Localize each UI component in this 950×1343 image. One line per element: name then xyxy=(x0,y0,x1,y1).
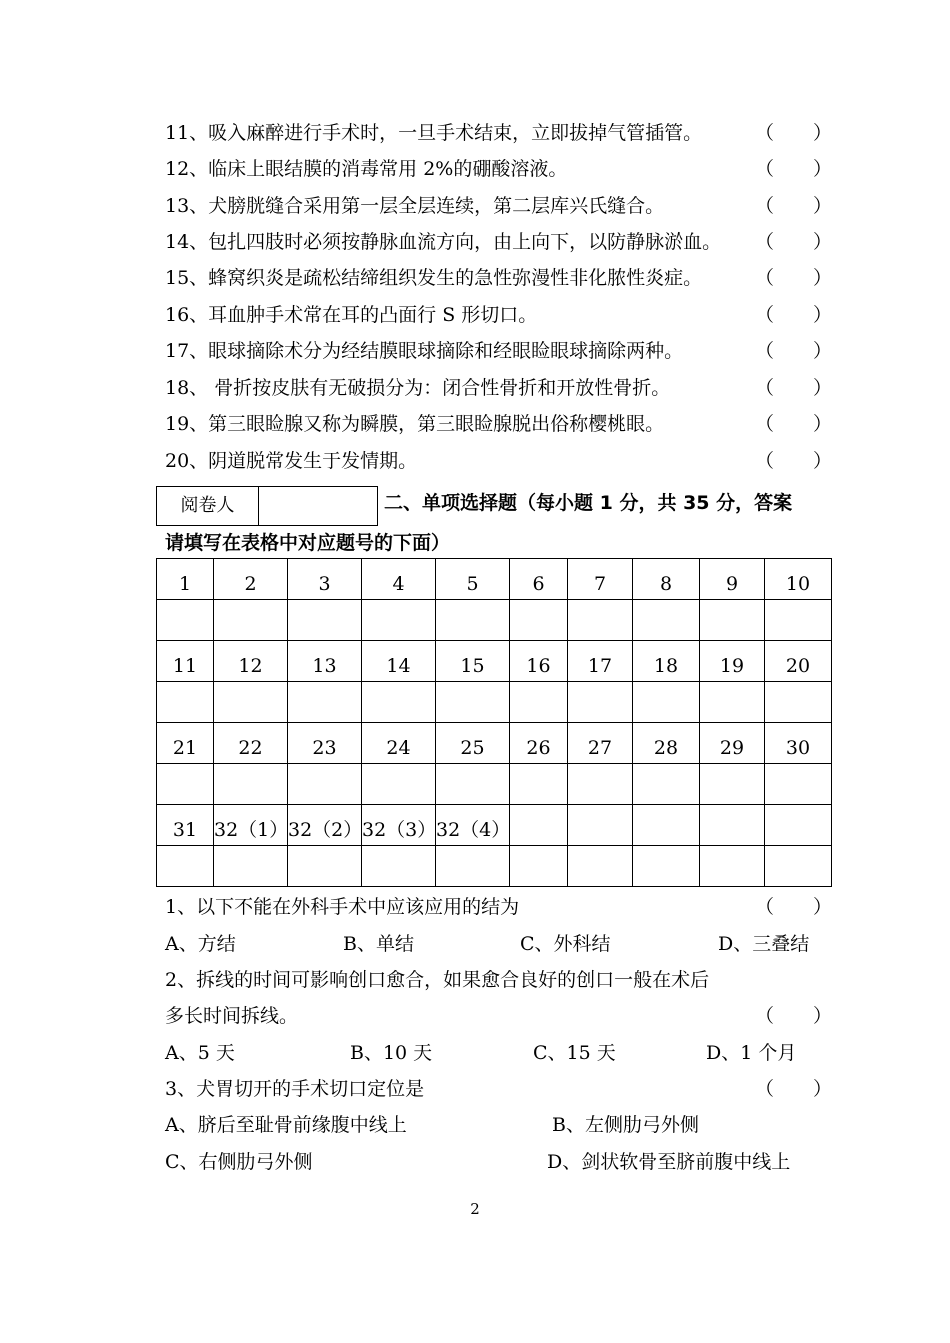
judgement-item-20 xyxy=(165,444,833,478)
answer-cell[interactable] xyxy=(633,682,700,723)
answer-paren-open: （ xyxy=(755,450,775,472)
question-1-stem: 1、以下不能在外科手术中应该应用的结为 xyxy=(165,896,520,918)
question-number-cell: 27 xyxy=(568,723,633,764)
answer-cell[interactable] xyxy=(157,600,214,641)
judgement-item-14 xyxy=(165,225,833,259)
judgement-item-15 xyxy=(165,261,833,295)
question-number-cell: 3 xyxy=(288,559,362,600)
question-number-cell: 26 xyxy=(510,723,568,764)
answer-cell[interactable] xyxy=(765,600,832,641)
question-3-stem-line xyxy=(165,1072,833,1106)
question-number-cell: 18 xyxy=(633,641,700,682)
answer-cell[interactable] xyxy=(765,846,832,887)
answer-cell[interactable] xyxy=(510,846,568,887)
question-number-cell: 32（4） xyxy=(436,805,510,846)
question-number-cell: 2 xyxy=(214,559,288,600)
question-number-cell: 5 xyxy=(436,559,510,600)
answer-cell[interactable] xyxy=(568,764,633,805)
option-b[interactable]: B、10 天 xyxy=(350,1042,433,1064)
answer-cell[interactable] xyxy=(214,682,288,723)
judgement-item-text: 20、阴道脱常发生于发情期。 xyxy=(165,450,418,472)
question-3-options-row-1 xyxy=(165,1108,830,1142)
question-number-cell: 12 xyxy=(214,641,288,682)
answer-cell[interactable] xyxy=(765,682,832,723)
question-number-cell: 32（2） xyxy=(288,805,362,846)
judgement-item-19 xyxy=(165,407,833,441)
answer-paren-close: ） xyxy=(813,340,833,362)
grader-signature-field[interactable] xyxy=(259,487,377,525)
answer-paren-close: ） xyxy=(813,896,833,918)
answer-cell[interactable] xyxy=(510,600,568,641)
option-b[interactable]: B、左侧肋弓外侧 xyxy=(552,1114,699,1136)
option-a[interactable]: A、5 天 xyxy=(165,1042,235,1064)
answer-cell[interactable] xyxy=(362,682,436,723)
judgement-item-text: 17、眼球摘除术分为经结膜眼球摘除和经眼睑眼球摘除两种。 xyxy=(165,340,684,362)
option-d[interactable]: D、剑状软骨至脐前腹中线上 xyxy=(547,1151,791,1173)
question-number-cell: 25 xyxy=(436,723,510,764)
question-2-stem-line-1 xyxy=(165,963,825,997)
question-number-cell: 15 xyxy=(436,641,510,682)
answer-cell[interactable] xyxy=(568,682,633,723)
question-2-stem: 2、拆线的时间可影响创口愈合，如果愈合良好的创口一般在术后 xyxy=(165,969,710,991)
option-c[interactable]: C、15 天 xyxy=(533,1042,616,1064)
answer-row xyxy=(157,846,832,887)
answer-cell[interactable] xyxy=(288,600,362,641)
question-3-stem: 3、犬胃切开的手术切口定位是 xyxy=(165,1078,425,1100)
question-number-cell: 1 xyxy=(157,559,214,600)
question-number-cell: 9 xyxy=(700,559,765,600)
judgement-item-13 xyxy=(165,189,833,223)
option-c[interactable]: C、右侧肋弓外侧 xyxy=(165,1151,313,1173)
question-2-stem-continued: 多长时间拆线。 xyxy=(165,1005,299,1027)
judgement-item-text: 19、第三眼睑腺又称为瞬膜，第三眼睑腺脱出俗称樱桃眼。 xyxy=(165,413,665,435)
answer-cell[interactable] xyxy=(510,682,568,723)
answer-cell[interactable] xyxy=(633,600,700,641)
question-number-cell: 7 xyxy=(568,559,633,600)
answer-paren-open: （ xyxy=(755,377,775,399)
answer-paren-open: （ xyxy=(755,340,775,362)
answer-table xyxy=(156,558,832,887)
option-a[interactable]: A、脐后至耻骨前缘腹中线上 xyxy=(165,1114,407,1136)
answer-paren-open: （ xyxy=(755,158,775,180)
question-number-cell: 29 xyxy=(700,723,765,764)
answer-cell[interactable] xyxy=(214,600,288,641)
answer-paren-close: ） xyxy=(813,1005,833,1027)
judgement-item-text: 11、吸入麻醉进行手术时，一旦手术结束，立即拔掉气管插管。 xyxy=(165,122,703,144)
question-number-row xyxy=(157,723,832,764)
question-number-cell xyxy=(568,805,633,846)
question-number-cell: 16 xyxy=(510,641,568,682)
answer-row xyxy=(157,600,832,641)
answer-cell[interactable] xyxy=(436,846,510,887)
judgement-item-17 xyxy=(165,334,833,368)
answer-paren-close: ） xyxy=(813,304,833,326)
judgement-item-text: 12、临床上眼结膜的消毒常用 2%的硼酸溶液。 xyxy=(165,158,568,180)
answer-cell[interactable] xyxy=(214,846,288,887)
question-number-cell: 10 xyxy=(765,559,832,600)
answer-paren-open: （ xyxy=(755,304,775,326)
question-number-row xyxy=(157,641,832,682)
judgement-item-text: 18、 骨折按皮肤有无破损分为：闭合性骨折和开放性骨折。 xyxy=(165,377,671,399)
answer-paren-close: ） xyxy=(813,267,833,289)
answer-row xyxy=(157,682,832,723)
question-number-cell: 32（1） xyxy=(214,805,288,846)
answer-row xyxy=(157,764,832,805)
judgement-item-16 xyxy=(165,298,833,332)
answer-cell[interactable] xyxy=(436,764,510,805)
option-a[interactable]: A、方结 xyxy=(165,933,236,955)
question-number-cell: 31 xyxy=(157,805,214,846)
answer-paren-open: （ xyxy=(755,413,775,435)
question-number-cell: 4 xyxy=(362,559,436,600)
judgement-item-11 xyxy=(165,116,833,150)
question-1-stem-line xyxy=(165,890,833,924)
question-number-cell: 32（3） xyxy=(362,805,436,846)
question-number-cell: 13 xyxy=(288,641,362,682)
section-2-title: 二、单项选择题（每小题 1 分，共 35 分，答案 xyxy=(384,492,793,514)
grader-label: 阅卷人 xyxy=(157,487,259,525)
judgement-item-12 xyxy=(165,152,833,186)
question-number-cell: 24 xyxy=(362,723,436,764)
judgement-item-text: 14、包扎四肢时必须按静脉血流方向，由上向下，以防静脉淤血。 xyxy=(165,231,722,253)
question-number-row xyxy=(157,805,832,846)
question-number-cell: 6 xyxy=(510,559,568,600)
question-number-cell xyxy=(700,805,765,846)
grader-box xyxy=(156,486,378,526)
answer-paren-open: （ xyxy=(755,225,774,259)
answer-paren-open: （ xyxy=(755,195,775,217)
answer-cell[interactable] xyxy=(362,846,436,887)
answer-cell[interactable] xyxy=(288,682,362,723)
question-number-cell: 14 xyxy=(362,641,436,682)
question-2-options xyxy=(165,1036,830,1070)
answer-paren-open: （ xyxy=(755,896,775,918)
section-2-header xyxy=(156,486,826,528)
question-3-options-row-2 xyxy=(165,1145,830,1179)
answer-cell[interactable] xyxy=(700,764,765,805)
page-number: 2 xyxy=(470,1200,480,1218)
answer-paren-close: ） xyxy=(813,450,833,472)
answer-paren-open: （ xyxy=(755,261,774,295)
answer-paren-close: ） xyxy=(813,122,833,144)
answer-paren-close: ） xyxy=(813,195,833,217)
judgement-item-18 xyxy=(165,371,833,405)
option-d[interactable]: D、1 个月 xyxy=(706,1042,797,1064)
answer-paren-close: ） xyxy=(813,377,833,399)
answer-paren-open: （ xyxy=(755,1078,775,1100)
question-2-stem-line-2 xyxy=(165,999,833,1033)
question-number-cell: 30 xyxy=(765,723,832,764)
section-2-title-continued: 请填写在表格中对应题号的下面） xyxy=(165,532,451,554)
answer-cell[interactable] xyxy=(288,764,362,805)
judgement-item-text: 16、耳血肿手术常在耳的凸面行 S 形切口。 xyxy=(165,304,538,326)
answer-paren-open: （ xyxy=(755,122,775,144)
answer-paren-open: （ xyxy=(755,1005,775,1027)
question-number-cell xyxy=(633,805,700,846)
question-number-cell: 23 xyxy=(288,723,362,764)
judgement-item-text: 15、蜂窝织炎是疏松结缔组织发生的急性弥漫性非化脓性炎症。 xyxy=(165,267,703,289)
answer-cell[interactable] xyxy=(633,764,700,805)
answer-paren-close: ） xyxy=(813,413,833,435)
answer-cell[interactable] xyxy=(765,764,832,805)
answer-paren-close: ） xyxy=(813,158,833,180)
answer-cell[interactable] xyxy=(157,846,214,887)
answer-cell[interactable] xyxy=(362,600,436,641)
answer-paren-close: ） xyxy=(813,1078,833,1100)
answer-cell[interactable] xyxy=(700,600,765,641)
option-c[interactable]: C、外科结 xyxy=(520,933,611,955)
question-number-cell: 28 xyxy=(633,723,700,764)
question-1-options xyxy=(165,927,830,961)
answer-cell[interactable] xyxy=(436,600,510,641)
answer-cell[interactable] xyxy=(157,764,214,805)
answer-cell[interactable] xyxy=(568,600,633,641)
answer-cell[interactable] xyxy=(362,764,436,805)
answer-cell[interactable] xyxy=(288,846,362,887)
answer-paren-close: ） xyxy=(813,231,833,253)
question-number-cell xyxy=(510,805,568,846)
answer-cell[interactable] xyxy=(157,682,214,723)
option-d[interactable]: D、三叠结 xyxy=(718,933,810,955)
question-number-cell: 17 xyxy=(568,641,633,682)
answer-cell[interactable] xyxy=(436,682,510,723)
answer-cell[interactable] xyxy=(510,764,568,805)
judgement-item-text: 13、犬膀胱缝合采用第一层全层连续，第二层库兴氏缝合。 xyxy=(165,195,665,217)
answer-cell[interactable] xyxy=(700,846,765,887)
question-number-cell xyxy=(765,805,832,846)
question-number-cell: 21 xyxy=(157,723,214,764)
answer-cell[interactable] xyxy=(568,846,633,887)
answer-cell[interactable] xyxy=(633,846,700,887)
option-b[interactable]: B、单结 xyxy=(343,933,414,955)
question-number-cell: 22 xyxy=(214,723,288,764)
answer-cell[interactable] xyxy=(214,764,288,805)
question-number-cell: 11 xyxy=(157,641,214,682)
question-number-row xyxy=(157,559,832,600)
question-number-cell: 19 xyxy=(700,641,765,682)
answer-cell[interactable] xyxy=(700,682,765,723)
question-number-cell: 8 xyxy=(633,559,700,600)
question-number-cell: 20 xyxy=(765,641,832,682)
